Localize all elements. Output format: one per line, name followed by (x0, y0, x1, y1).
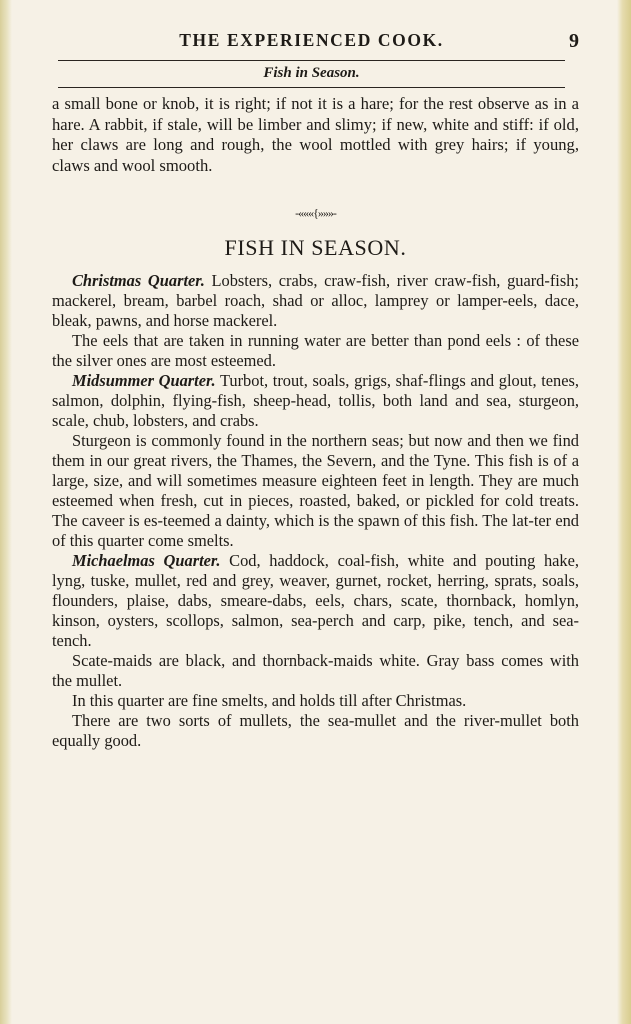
ornament-divider: -«««{»»»- (295, 206, 336, 220)
book-title: THE EXPERIENCED COOK. (179, 30, 444, 50)
paragraph-text: Scate-maids are black, and thornback-maids white. Gray bass comes with the mullet. (52, 651, 579, 690)
paragraph-text: The eels that are taken in running water are better than pond eels : of these the silver ones are most esteemed. (52, 331, 579, 370)
season-label: Christmas Quarter. (72, 271, 205, 290)
header-rule (58, 60, 565, 61)
paragraph-mullets (52, 711, 579, 751)
paragraph-text: Turbot, trout, soals, grigs, shaf-flings and glout, tenes, salmon, dolphin, flying-fish, sheep-head, tollis, both land and sea, sturgeon, scale, chub, lobsters, and crabs. (52, 371, 579, 430)
page-header (44, 30, 579, 60)
paragraph-text: Lobsters, crabs, craw-fish, river craw-fish, guard-fish; mackerel, bream, barbel roach, shad or alloc, lamprey or lamper-eels, dace, bleak, pawns, and horse mackerel. (52, 271, 579, 330)
paragraph-scate-maids (52, 651, 579, 691)
intro-paragraph: a small bone or knob, it is right; if not it is a hare; for the rest observe as in a hare. A rabbit, if stale, will be limber and slimy; if new, white and stiff: if old, her claws are long and rough, the wool mottled with grey hairs; if young, claws and wool smooth. (52, 94, 579, 175)
paragraph-text: Sturgeon is commonly found in the northern seas; but now and then we find them in our great rivers, the Thames, the Severn, and the Tyne. This fish is of a large, size, and will sometimes measure eighteen feet in length. They are much esteemed when fresh, cut in pieces, roasted, baked, or pickled for cold treats. The caveer is es-teemed a dainty, which is the spawn of this fish. The lat-ter end of this quarter come smelts. (52, 431, 579, 550)
page-edge-left (0, 0, 12, 1024)
page-edge-right (617, 0, 631, 1024)
paragraph-michaelmas-quarter (52, 551, 579, 651)
paragraph-text: In this quarter are fine smelts, and holds till after Christmas. (72, 691, 467, 710)
paragraph-text: Cod, haddock, coal-fish, white and pouting hake, lyng, tuske, mullet, red and grey, weaver, gurnet, rocket, herring, sprats, soals, flounders, plaise, dabs, smeare-dabs, eels, chars, scate, thornback, homlyn, kinson, oysters, scollops, salmon, sea-perch and carp, pike, tench, and sea-tench. (52, 551, 579, 650)
running-title-rule (58, 87, 565, 88)
body-text (52, 94, 579, 751)
paragraph-smelts (52, 691, 579, 711)
page-number: 9 (569, 30, 579, 52)
paragraph-text: There are two sorts of mullets, the sea-mullet and the river-mullet both equally good. (52, 711, 579, 750)
season-label: Midsummer Quarter. (72, 371, 216, 390)
running-title: Fish in Season. (263, 65, 360, 81)
paragraph-christmas-quarter (52, 271, 579, 331)
paragraph-sturgeon (52, 431, 579, 551)
season-label: Michaelmas Quarter. (72, 551, 221, 570)
paragraph-eels (52, 331, 579, 371)
paragraph-midsummer-quarter (52, 371, 579, 431)
section-title: FISH IN SEASON. (224, 235, 407, 260)
book-page (44, 30, 579, 751)
